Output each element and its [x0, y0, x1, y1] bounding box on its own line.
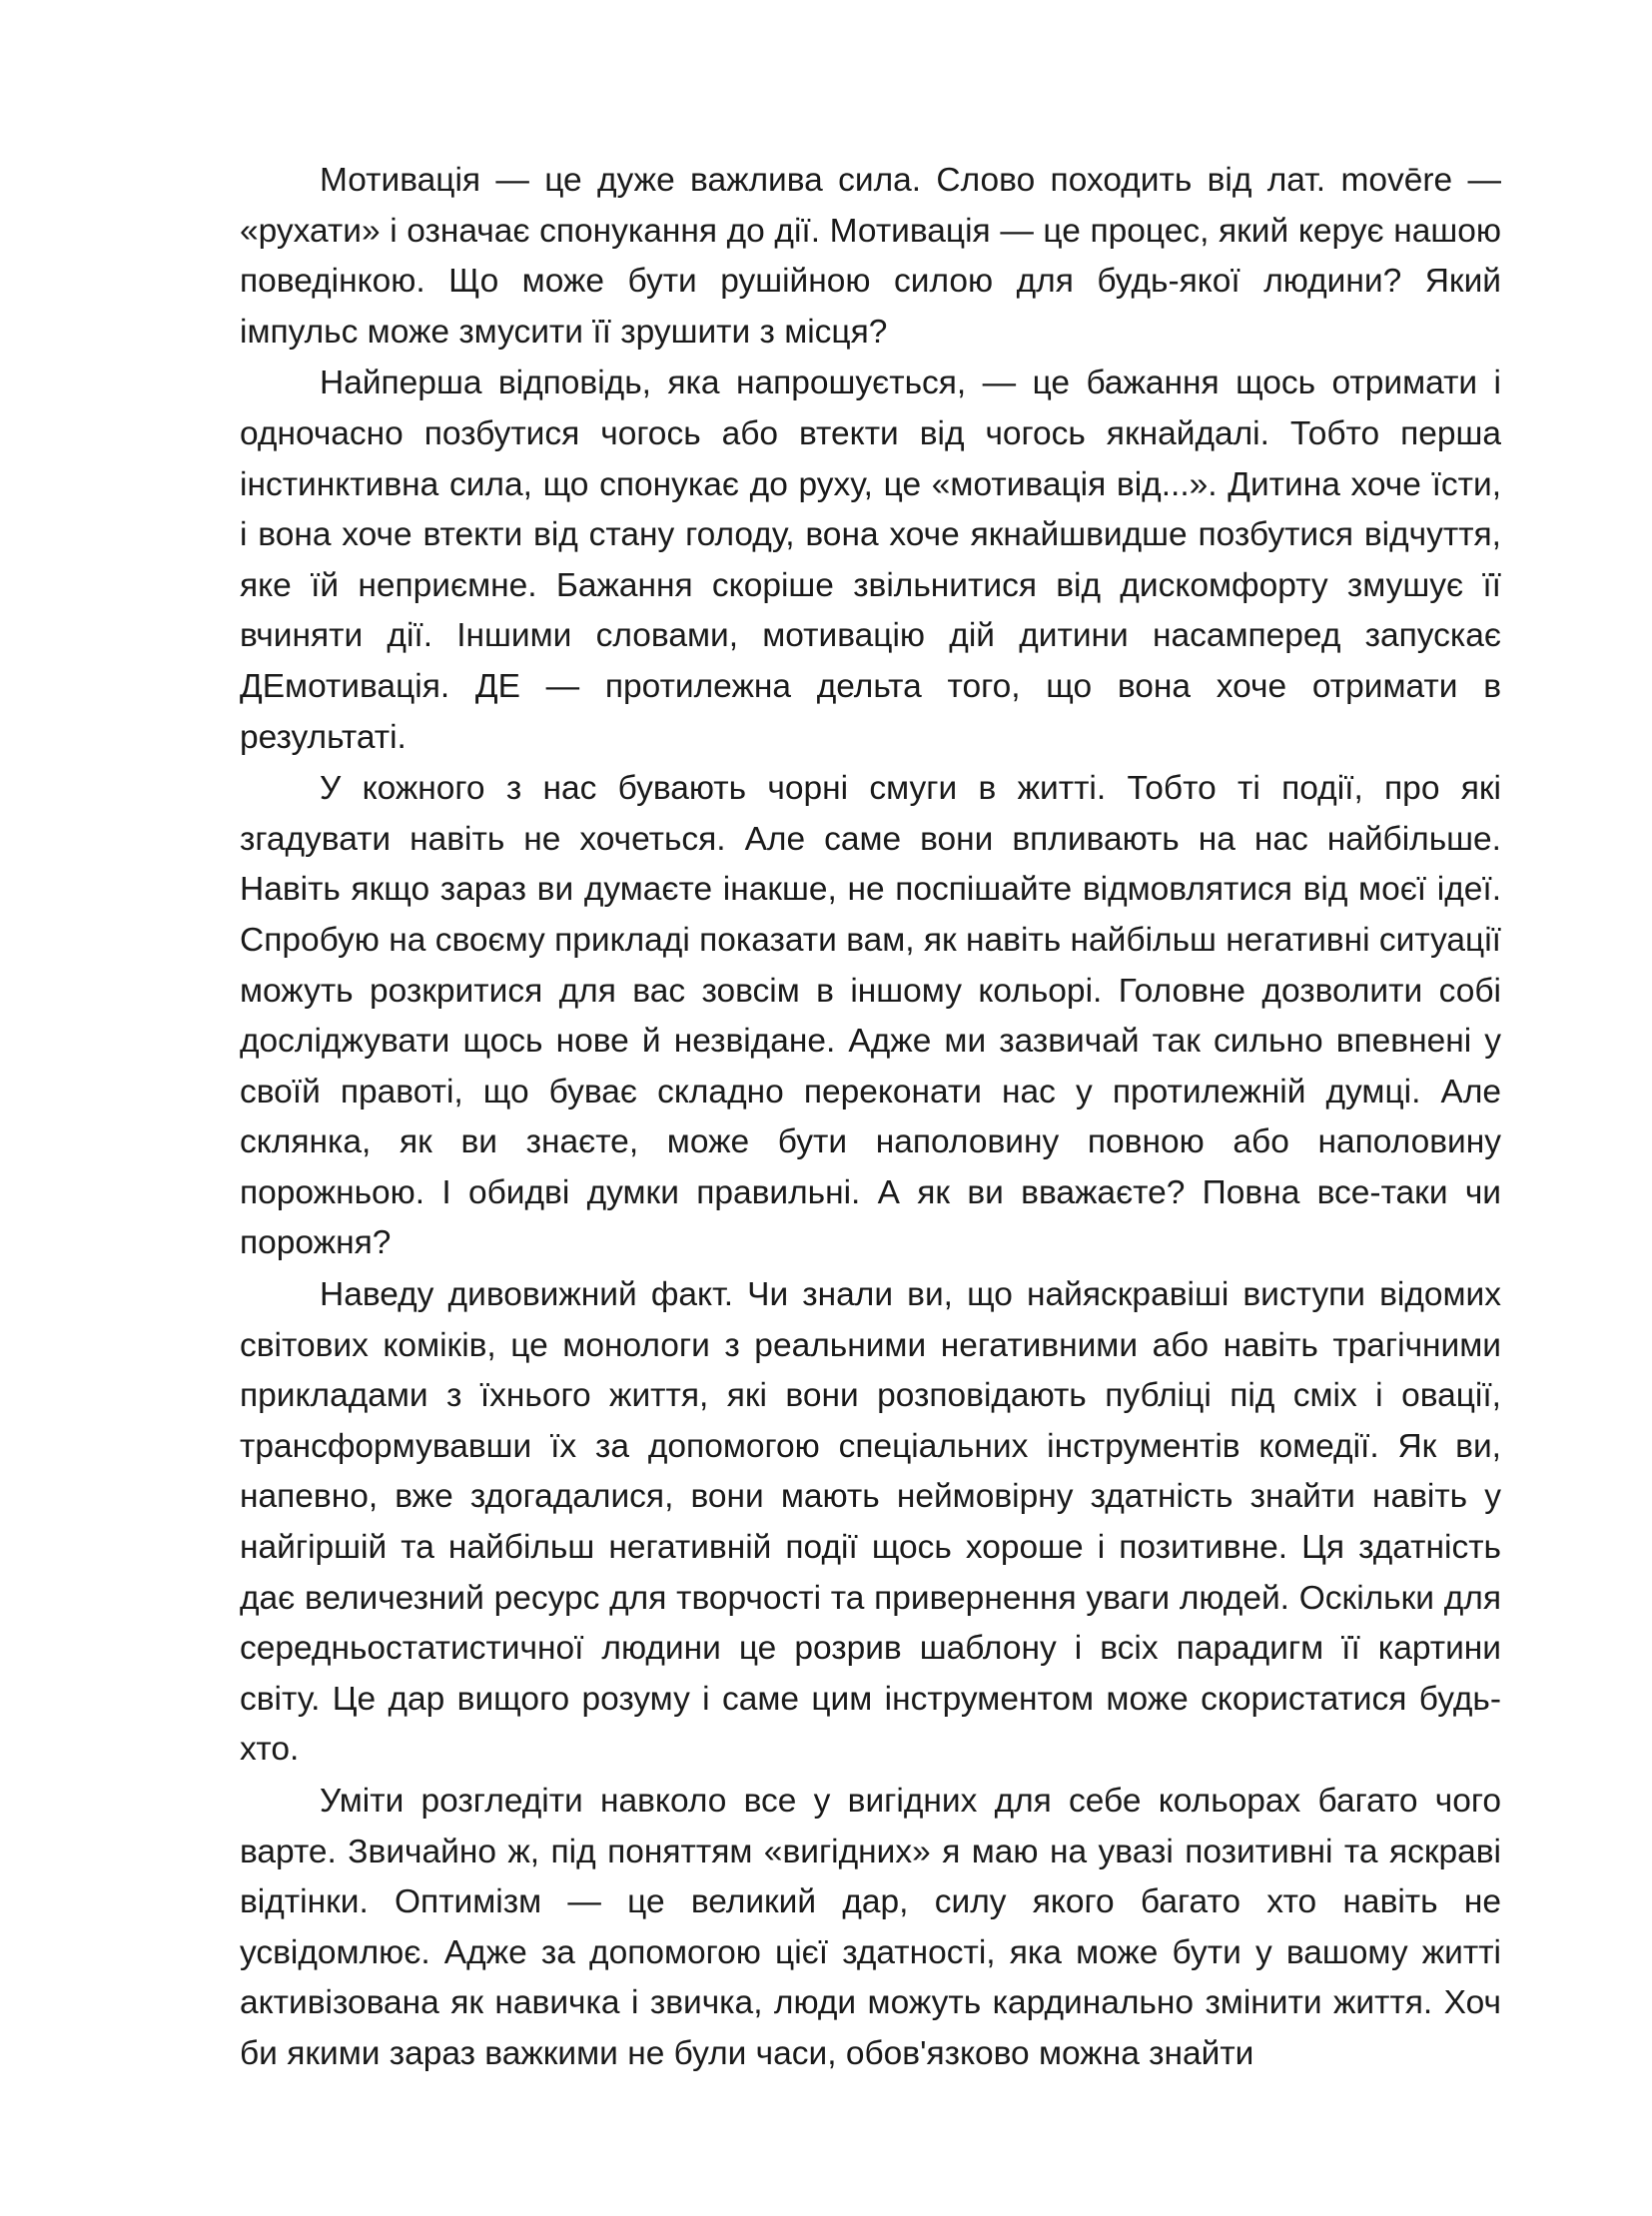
- paragraph-first-answer: Найперша відповідь, яка напрошується, — це бажання щось отримати і одночасно позбутися чогось або втекти від чогось якнайдалі. Тобто перша інстинктивна сила, що спонукає до руху, це «мотивація від...». Дитина хоче їсти, і вона хоче втекти від стану голоду, вона хоче якнайшвидше позбутися відчуття, яке їй неприємне. Бажання скоріше звільнитися від дискомфорту змушує її вчиняти дії. Іншими словами, мотивацію дій дитини насамперед запускає ДЕмотивація. ДЕ — протилежна дельта того, що вона хоче отримати в результаті.: [240, 365, 1501, 756]
- paragraph-dark-stripes: У кожного з нас бувають чорні смуги в житті. Тобто ті події, про які згадувати навіть не хочеться. Але саме вони впливають на нас найбільше. Навіть якщо зараз ви думаєте інакше, не поспішайте відмовлятися від моєї ідеї. Спробую на своєму прикладі показати вам, як навіть найбільш негативні ситуації можуть розкритися для вас зовсім в іншому кольорі. Головне дозволити собі досліджувати щось нове й незвідане. Адже ми зазвичай так сильно впевнені у своїй правоті, що буває складно переконати нас у протилежній думці. Але склянка, як ви знаєте, може бути наполовину повною або наполовину порожньою. І обидві думки правильні. А як ви вважаєте? Повна все-таки чи порожня?: [240, 770, 1501, 1262]
- document-body: [240, 156, 1501, 2081]
- paragraph-motivation-definition: Мотивація — це дуже важлива сила. Слово походить від лат. movēre — «рухати» і означає спонукання до дії. Мотивація — це процес, який керує нашою поведінкою. Що може бути рушійною силою для будь-якої людини? Який імпульс може змусити її зрушити з місця?: [240, 162, 1501, 351]
- paragraph-optimism: Уміти розгледіти навколо все у вигідних для себе кольорах багато чого варте. Звичайно ж, під поняттям «вигідних» я маю на увазі позитивні та яскраві відтінки. Оптимізм — це великий дар, силу якого багато хто навіть не усвідомлює. Адже за допомогою цієї здатності, яка може бути у вашому житті активізована як навичка і звичка, люди можуть кардинально змінити життя. Хоч би якими зараз важкими не були часи, обов'язково можна знайти: [240, 1783, 1501, 2072]
- paragraph-comedians-fact: Наведу дивовижний факт. Чи знали ви, що найяскравіші виступи відомих світових коміків, це монологи з реальними негативними або навіть трагічними прикладами з їхнього життя, які вони розповідають публіці під сміх і овації, трансформувавши їх за допомогою спеціальних інструментів комедії. Як ви, напевно, вже здогадалися, вони мають неймовірну здатність знайти навіть у найгіршій та найбільш негативній події щось хороше і позитивне. Ця здатність дає величезний ресурс для творчості та привернення уваги людей. Оскільки для середньостатистичної людини це розрив шаблону і всіх парадигм її картини світу. Це дар вищого розуму і саме цим інструментом може скористатися будь- хто.: [240, 1276, 1501, 1769]
